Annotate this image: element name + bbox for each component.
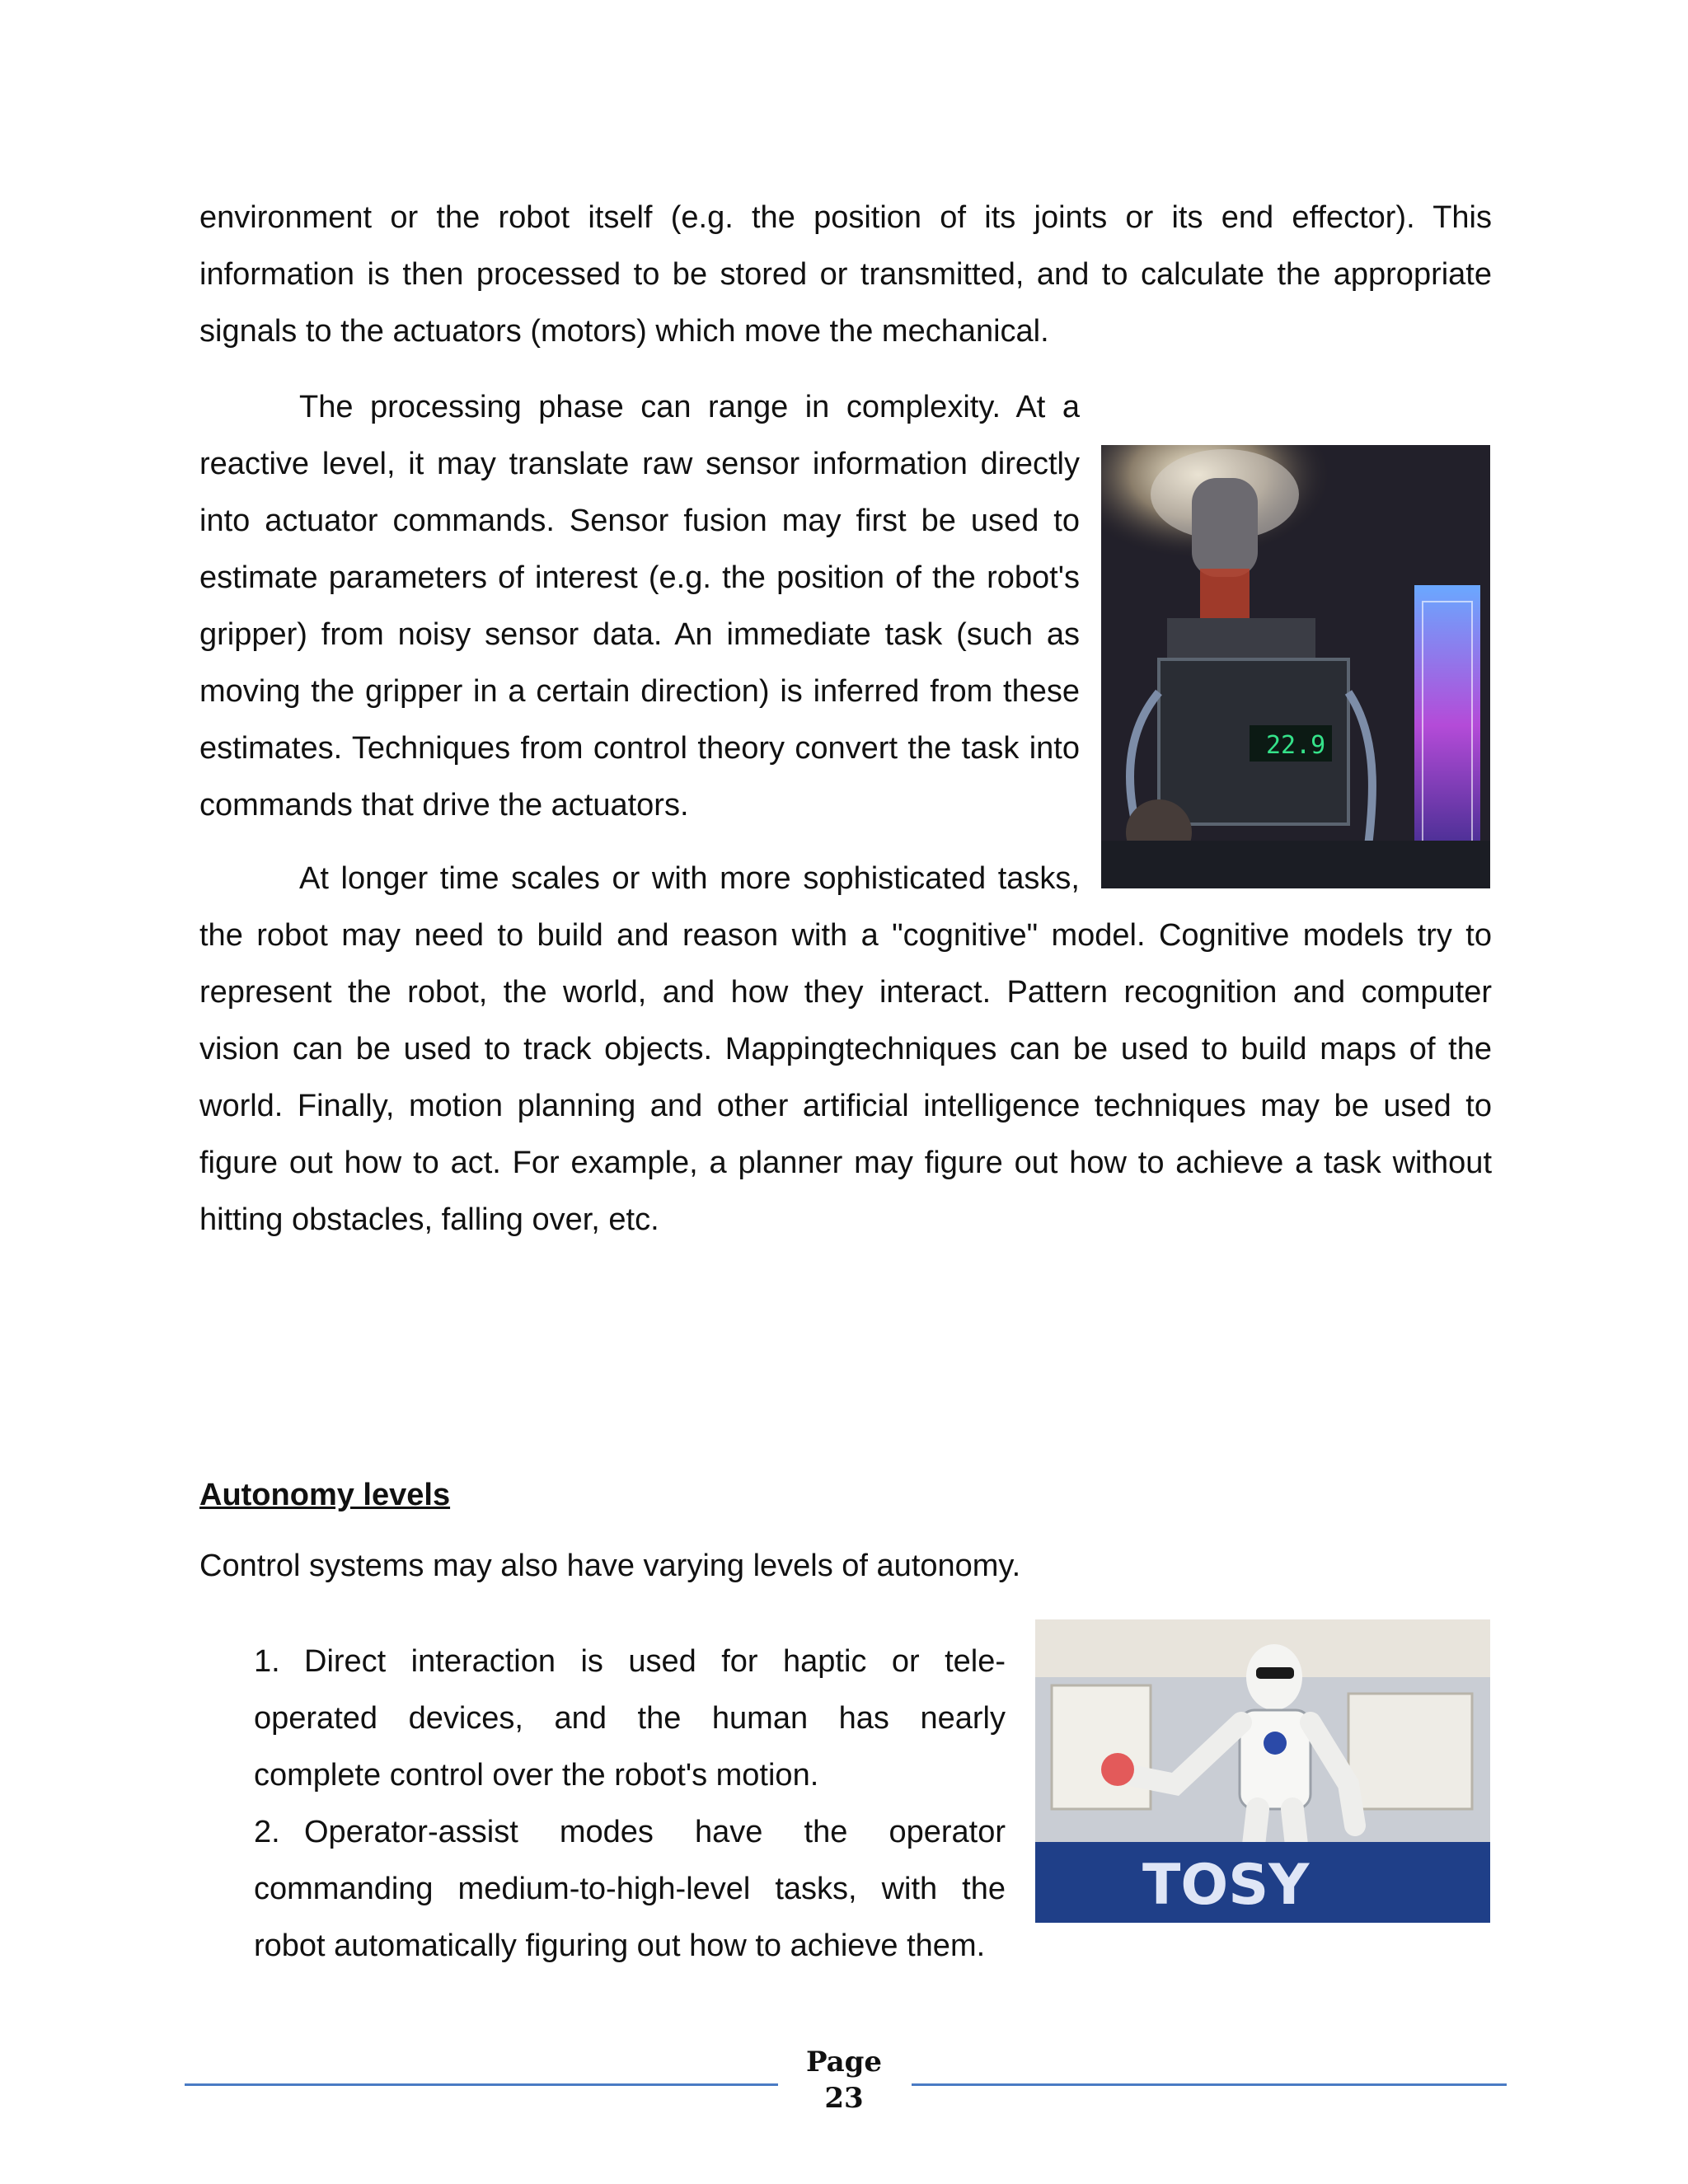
list-number: 2. xyxy=(254,1815,280,1849)
banner-text: TOSY xyxy=(1142,1853,1310,1918)
footer-rule-left xyxy=(185,2083,778,2086)
page-number: 23 xyxy=(824,2082,864,2115)
display-reading: 22.9 xyxy=(1266,731,1326,760)
paragraph-processing: The processing phase can range in complexity. At a reactive level, it may translate raw sensor information directly into actuator commands. Sensor fusion may first be used to estimate parameters of interest (e.g. the position of the robot's gripper) from noisy sensor data. An immediate task (such as moving the gripper in a certain direction) is inferred from these estimates. Techniques from control theory convert the task into commands that drive the actuators. xyxy=(199,390,1080,823)
page-number-block xyxy=(778,2044,910,2116)
section-intro: Control systems may also have varying levels of autonomy. xyxy=(199,1549,1021,1583)
humanoid-robot-illustration xyxy=(1035,1619,1490,1923)
list-number: 1. xyxy=(254,1644,280,1679)
list-item xyxy=(254,1633,1006,1804)
paragraph-cognitive xyxy=(199,851,1492,1249)
autonomy-list xyxy=(254,1633,1006,1975)
footer-rule-right xyxy=(912,2083,1507,2086)
humanoid-robot-photo xyxy=(1035,1619,1490,1923)
page-word: Page xyxy=(805,2046,883,2079)
paragraph-sensing: environment or the robot itself (e.g. the position of its joints or its end effector). This information is then processed to be stored or transmitted, and to calculate the appropriate signals to the actuators (motors) which move the mechanical. xyxy=(199,200,1492,349)
list-text: Operator-assist modes have the operator commanding medium-to-high-level tasks, with the robot automatically figuring out how to achieve them. xyxy=(254,1815,1006,1963)
list-text: Direct interaction is used for haptic or tele-operated devices, and the human has nearly complete control over the robot's motion. xyxy=(254,1644,1006,1793)
list-item xyxy=(254,1804,1006,1975)
section-heading: Autonomy levels xyxy=(199,1478,451,1512)
paragraph-cognitive-text: At longer time scales or with more sophisticated tasks, the robot may need to build and reason with a "cognitive" model. Cognitive models try to represent the robot, the world, and how they interact. Pattern recognition and computer vision can be used to track objects. Mappingtechniques can be used to build maps of the world. Finally, motion planning and other artificial intelligence techniques may be used to figure out how to act. For example, a planner may figure out how to achieve a task without hitting obstacles, falling over, etc. xyxy=(199,861,1492,1237)
